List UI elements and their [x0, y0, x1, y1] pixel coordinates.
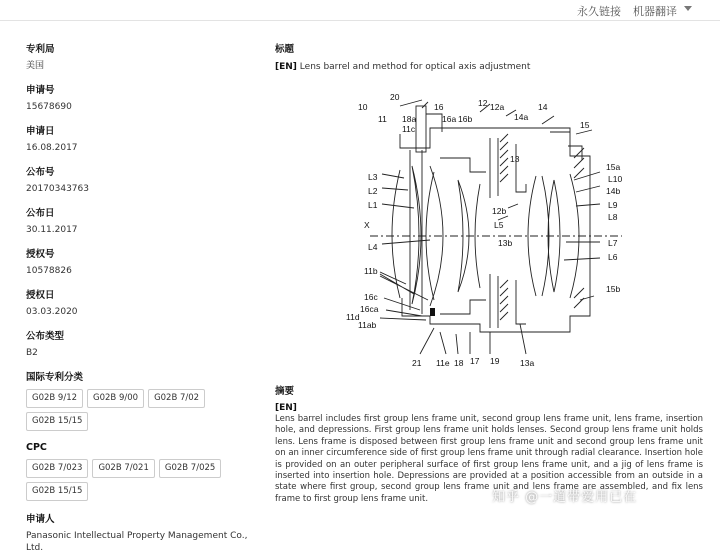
- figure-label: 11ab: [358, 320, 377, 330]
- figure-label: L9: [608, 200, 618, 210]
- pub-no-label: 公布号: [26, 167, 55, 178]
- grant-no-label: 授权号: [26, 249, 55, 260]
- bibliographic-panel: [26, 44, 252, 554]
- figure-label: 15b: [606, 284, 621, 294]
- cpc-chip[interactable]: G02B 7/025: [159, 459, 221, 478]
- figure-label: 19: [490, 356, 500, 366]
- figure-label: L2: [368, 186, 378, 196]
- app-date-value: 16.08.2017: [26, 143, 78, 153]
- machine-translate-dropdown[interactable]: 机器翻译: [633, 5, 677, 18]
- pub-type-value: B2: [26, 348, 38, 358]
- figure-label: 11e: [436, 358, 450, 368]
- figure-label: 18a: [402, 114, 417, 124]
- grant-no-value: 10578826: [26, 266, 72, 276]
- ipc-label: 国际专利分类: [26, 372, 84, 383]
- figure-label: L3: [368, 172, 378, 182]
- figure-label: 12b: [492, 206, 507, 216]
- applicant-label: 申请人: [26, 514, 55, 525]
- figure-label: L7: [608, 238, 618, 248]
- grant-date-label: 授权日: [26, 290, 55, 301]
- pub-no-value: 20170343763: [26, 184, 89, 194]
- office-value: 美国: [26, 61, 45, 71]
- pub-date-value: 30.11.2017: [26, 225, 78, 235]
- figure-label: 12: [478, 98, 488, 108]
- figure-label: L1: [368, 200, 378, 210]
- figure-label: 15: [580, 120, 590, 130]
- watermark: 知乎 @一道带爱用已在: [492, 490, 638, 505]
- figure-label: L4: [368, 242, 378, 252]
- figure-label: 11b: [364, 266, 378, 276]
- figure-label: 11d: [346, 312, 360, 322]
- title-label: 标题: [275, 44, 295, 55]
- app-no-value: 15678690: [26, 102, 72, 112]
- figure-label: 16b: [458, 114, 473, 124]
- jig-marker: [430, 308, 435, 316]
- title-lang-tag: [EN]: [275, 62, 297, 72]
- figure-label: L8: [608, 212, 618, 222]
- figure-label: X: [364, 220, 370, 230]
- title-text: Lens barrel and method for optical axis adjustment: [299, 62, 531, 72]
- figure-label: 16: [434, 102, 444, 112]
- figure-label: 20: [390, 92, 400, 102]
- ipc-chip-list: [26, 389, 252, 431]
- pub-date-label: 公布日: [26, 208, 55, 219]
- figure-label: 21: [412, 358, 422, 368]
- figure-label: 14b: [606, 186, 621, 196]
- figure-label: 11: [378, 114, 387, 124]
- figure-label: 17: [470, 356, 480, 366]
- office-label: 专利局: [26, 44, 55, 55]
- top-bar: [0, 0, 720, 21]
- abstract-lang-tag: [EN]: [275, 403, 297, 413]
- patent-drawing[interactable]: [330, 88, 630, 372]
- cpc-label: CPC: [26, 442, 47, 453]
- abstract-label: 摘要: [275, 386, 295, 397]
- figure-label: 16a: [442, 114, 457, 124]
- figure-label: 14a: [514, 112, 529, 122]
- ipc-chip[interactable]: G02B 7/02: [148, 389, 205, 408]
- pub-type-label: 公布类型: [26, 331, 65, 342]
- grant-date-value: 03.03.2020: [26, 307, 78, 317]
- cpc-chip-list: [26, 459, 252, 501]
- figure-label: 13: [510, 154, 520, 164]
- cpc-chip[interactable]: G02B 15/15: [26, 482, 88, 501]
- abstract-text: Lens barrel includes first group lens frame unit, second group lens frame unit, lens frame, insertion hole, and depressions. First group lens frame unit holds lenses. Second group lens frame unit holds lens. Lens frame is disposed between first group lens frame unit and second group lens frame unit on an inner circumference side of first group lens frame unit through radial clearance. Insertion hole is provided on an outer peripheral surface of first group lens frame unit, and a jig of lens frame is inserted into insertion hole. Depressions are provided at a position accessible from an outside in a state where first group, second group lens frame unit and lens frame are assembled, and fix lens frame to first group lens frame unit.: [275, 414, 703, 504]
- applicant-value: Panasonic Intellectual Property Management Co., Ltd.: [26, 531, 248, 553]
- figure-label: 13a: [520, 358, 535, 368]
- figure-label: L6: [608, 252, 618, 262]
- figure-label: 13b: [498, 238, 513, 248]
- figure-label: 12a: [490, 102, 505, 112]
- permalink-link[interactable]: 永久链接: [577, 5, 621, 18]
- figure-label: 15a: [606, 162, 621, 172]
- ipc-chip[interactable]: G02B 9/12: [26, 389, 83, 408]
- figure-label: 11c: [402, 124, 416, 134]
- ipc-chip[interactable]: G02B 15/15: [26, 412, 88, 431]
- app-date-label: 申请日: [26, 126, 55, 137]
- figure-label: 14: [538, 102, 548, 112]
- figure-label: L10: [608, 174, 623, 184]
- figure-label: 10: [358, 102, 368, 112]
- patent-title: [275, 61, 705, 73]
- figure-label: 16c: [364, 292, 378, 302]
- ipc-chip[interactable]: G02B 9/00: [87, 389, 144, 408]
- app-no-label: 申请号: [26, 85, 55, 96]
- figure-label: 16ca: [360, 304, 379, 314]
- figure-label: 18: [454, 358, 464, 368]
- cpc-chip[interactable]: G02B 7/023: [26, 459, 88, 478]
- title-section: [275, 44, 705, 73]
- chevron-down-icon[interactable]: [684, 6, 692, 11]
- figure-label: L5: [494, 220, 504, 230]
- cpc-chip[interactable]: G02B 7/021: [92, 459, 154, 478]
